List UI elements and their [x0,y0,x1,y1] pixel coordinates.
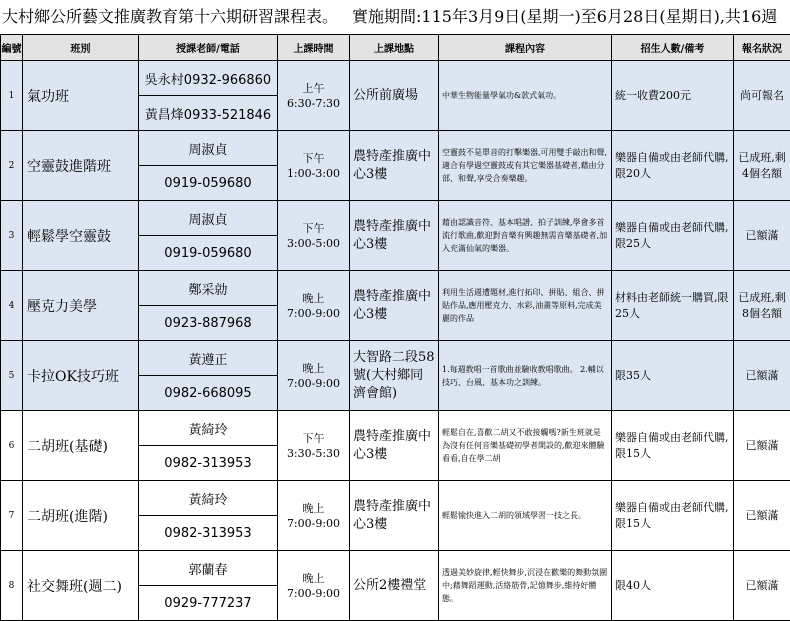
course-quota: 樂器自備或由老師代購,限15人 [612,411,734,481]
header-time: 上課時間 [278,35,350,61]
course-time [278,271,350,341]
course-content: 透過美妙旋律,輕快舞步,沉浸在歡樂的舞動氛圍中;藉舞蹈運動,活絡筋骨,記憶舞步,維持好體態。 [439,551,612,621]
course-location: 農特產推廣中心3樓 [350,201,439,271]
header-status: 報名狀況 [734,35,790,61]
title-main: 大村鄉公所藝文推廣教育第十六期研習課程表。 [2,7,339,26]
course-content: 1.每週教唱一首歌曲並驗收教唱歌曲。 2.輔以技巧、台風、基本功之訓練。 [439,341,612,411]
course-content: 藉由認識音符、基本唱譜、拍子訓練,學會多首流行歌曲,歡迎對音樂有興趣無需音樂基礎者,加入充滿仙氣的樂器。 [439,201,612,271]
enrollment-status: 已額滿 [734,551,790,621]
time-range: 7:00-9:00 [286,586,341,600]
course-number: 5 [1,341,23,411]
header-location: 上課地點 [350,35,439,61]
course-time [278,341,350,411]
course-name: 卡拉OK技巧班 [23,341,139,411]
course-table [0,34,790,621]
header-teacher: 授課老師/電話 [139,35,278,61]
time-range: 7:00-9:00 [286,376,341,390]
title-period: 實施期間:115年3月9日(星期一)至6月28日(星期日),共16週 [352,7,778,26]
course-quota: 統一收費200元 [612,61,734,131]
enrollment-status: 已成班,剩4個名額 [734,131,790,201]
time-range: 3:30-5:30 [286,446,341,460]
course-content: 輕鬆愉快進入二胡的領域學習一技之長。 [439,481,612,551]
course-location: 農特產推廣中心3樓 [350,131,439,201]
course-time [278,61,350,131]
time-range: 1:00-3:00 [286,166,341,180]
course-quota: 材料由老師統一購買,限25人 [612,271,734,341]
course-name: 空靈鼓進階班 [23,131,139,201]
time-period: 晚上 [302,361,325,375]
course-location: 農特產推廣中心3樓 [350,481,439,551]
teacher-secondary: 0982-313953 [139,446,278,481]
course-name: 二胡班(進階) [23,481,139,551]
time-period: 下午 [302,431,325,445]
enrollment-status: 已額滿 [734,411,790,481]
teacher-secondary: 0982-668095 [139,376,278,411]
course-content: 中華生物能量學氣功&款式氣功。 [439,61,612,131]
table-row [1,61,790,96]
table-row [1,201,790,236]
teacher-secondary: 0919-059680 [139,166,278,201]
course-number: 8 [1,551,23,621]
enrollment-status: 已額滿 [734,481,790,551]
teacher-primary: 鄭采勍 [139,271,278,306]
course-location: 大智路二段58號(大村鄉同濟會館) [350,341,439,411]
header-quota: 招生人數/備考 [612,35,734,61]
time-range: 7:00-9:00 [286,516,341,530]
time-period: 下午 [302,151,325,165]
course-name: 氣功班 [23,61,139,131]
course-number: 3 [1,201,23,271]
teacher-secondary: 黃昌烽0933-521846 [139,96,278,131]
course-location: 農特產推廣中心3樓 [350,411,439,481]
enrollment-status: 已成班,剩8個名額 [734,271,790,341]
table-row [1,411,790,446]
teacher-primary: 吳永村0932-966860 [139,61,278,96]
teacher-primary: 黃綺玲 [139,411,278,446]
header-no: 編號 [1,35,23,61]
course-quota: 樂器自備或由老師代購,限15人 [612,481,734,551]
teacher-primary: 周淑貞 [139,201,278,236]
course-time [278,481,350,551]
time-period: 上午 [302,81,325,95]
header-class: 班別 [23,35,139,61]
teacher-primary: 黃遵正 [139,341,278,376]
course-quota: 限35人 [612,341,734,411]
course-time [278,411,350,481]
course-number: 6 [1,411,23,481]
course-number: 1 [1,61,23,131]
time-range: 6:30-7:30 [286,96,341,110]
course-name: 社交舞班(週二) [23,551,139,621]
teacher-primary: 周淑貞 [139,131,278,166]
teacher-secondary: 0929-777237 [139,586,278,621]
enrollment-status: 尚可報名 [734,61,790,131]
time-period: 晚上 [302,571,325,585]
teacher-secondary: 0919-059680 [139,236,278,271]
course-quota: 限40人 [612,551,734,621]
time-period: 晚上 [302,291,325,305]
teacher-secondary: 0923-887968 [139,306,278,341]
teacher-primary: 郭蘭春 [139,551,278,586]
course-name: 二胡班(基礎) [23,411,139,481]
course-number: 7 [1,481,23,551]
teacher-secondary: 0982-313953 [139,516,278,551]
header-row [1,35,790,61]
course-time [278,201,350,271]
time-range: 7:00-9:00 [286,306,341,320]
time-period: 晚上 [302,501,325,515]
time-period: 下午 [302,221,325,235]
course-location: 農特產推廣中心3樓 [350,271,439,341]
course-time [278,131,350,201]
table-row [1,271,790,306]
teacher-primary: 黃綺玲 [139,481,278,516]
enrollment-status: 已額滿 [734,341,790,411]
course-quota: 樂器自備或由老師代購,限20人 [612,131,734,201]
course-name: 壓克力美學 [23,271,139,341]
header-content: 課程內容 [439,35,612,61]
table-row [1,131,790,166]
course-name: 輕鬆學空靈鼓 [23,201,139,271]
course-content: 輕鬆自在,喜歡二胡又不敢接觸嗎?新生班就是為沒有任何音樂基礎初學者開設的,歡迎來體驗看看,自在學二胡 [439,411,612,481]
time-range: 3:00-5:00 [286,236,341,250]
course-content: 利用生活週遭題材,進行拓印、拼貼、組合、拼貼作品,應用壓克力、水彩,油畫等原料,完成美麗的作品 [439,271,612,341]
course-content: 空靈鼓不是單音的打擊樂器,可用雙手敲出和聲,適合有學過空靈鼓或有其它樂器基礎者,藉由分部、和聲,享受合奏樂趣。 [439,131,612,201]
course-location: 公所2樓禮堂 [350,551,439,621]
course-number: 4 [1,271,23,341]
course-location: 公所前廣場 [350,61,439,131]
course-quota: 樂器自備或由老師代購,限25人 [612,201,734,271]
enrollment-status: 已額滿 [734,201,790,271]
course-number: 2 [1,131,23,201]
course-time [278,551,350,621]
table-row [1,481,790,516]
table-row [1,551,790,586]
table-row [1,341,790,376]
page-title [0,0,790,34]
